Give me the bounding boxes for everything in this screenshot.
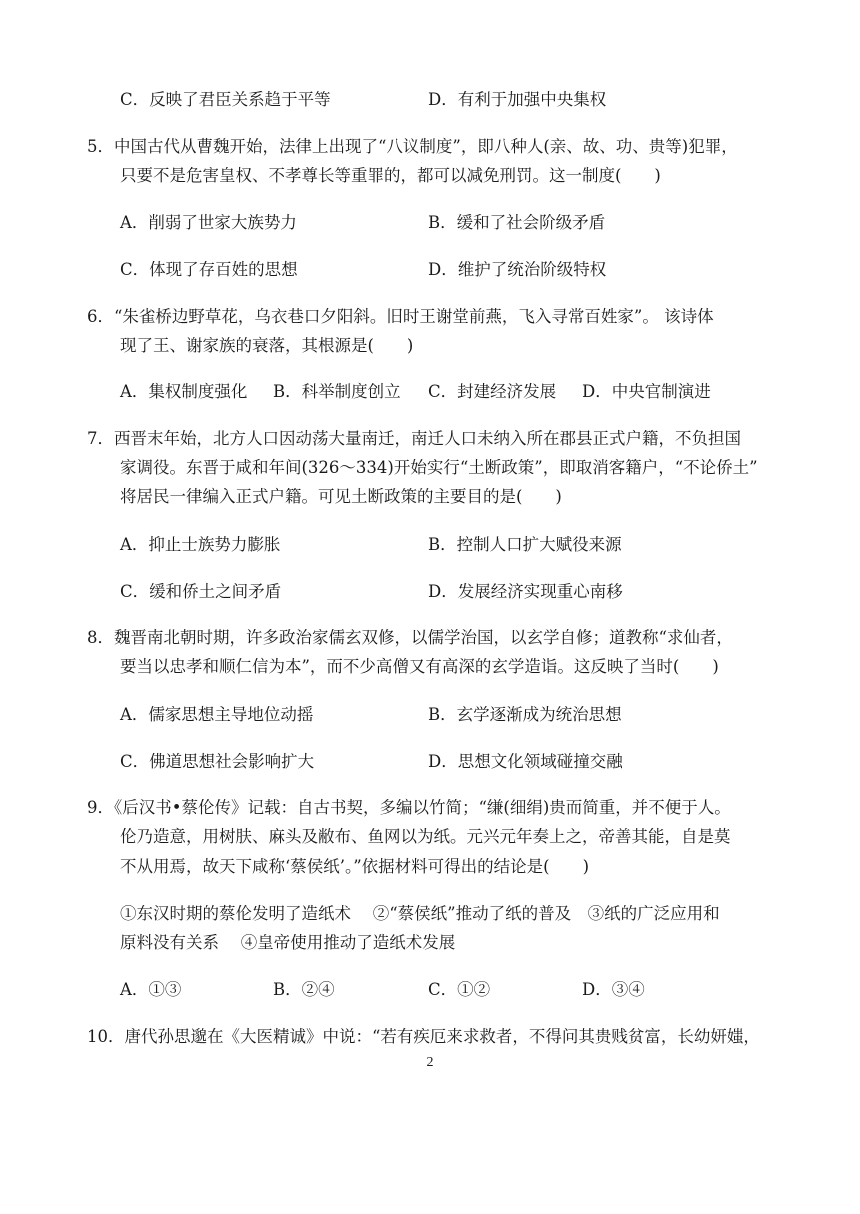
q9-statements-line2: 原料没有关系 ④皇帝使用推动了造纸术发展 bbox=[120, 933, 456, 952]
q10-stem-line1: 10．唐代孙思邈在《大医精诚》中说：“若有疾厄来求救者，不得问其贵贱贫富，长幼妍媸， bbox=[87, 1027, 760, 1046]
q6-option-b: B．科举制度创立 bbox=[273, 382, 401, 401]
q9-option-b: B．②④ bbox=[273, 980, 335, 999]
q7-stem-line2: 家调役。东晋于咸和年间(326～334)开始实行“土断政策”，即取消客籍户，“不论侨土” bbox=[120, 458, 758, 477]
q5-option-d: D．维护了统治阶级特权 bbox=[428, 260, 607, 279]
q9-option-d: D．③④ bbox=[582, 980, 645, 999]
q8-option-d: D．思想文化领域碰撞交融 bbox=[428, 752, 623, 771]
q5-option-a: A．削弱了世家大族势力 bbox=[120, 213, 297, 232]
q9-option-c: C．①② bbox=[428, 980, 491, 999]
q8-option-a: A．儒家思想主导地位动摇 bbox=[120, 705, 314, 724]
q6-option-d: D．中央官制演进 bbox=[582, 382, 711, 401]
q5-stem-line2: 只要不是危害皇权、不孝尊长等重罪的，都可以减免刑罚。这一制度( ) bbox=[120, 166, 661, 185]
q9-stem-line1: 9．《后汉书•蔡伦传》记载：自古书契，多编以竹简；“缣(细绢)贵而简重，并不便于人。 bbox=[87, 798, 731, 817]
q9-stem-line2: 伦乃造意，用树肤、麻头及敝布、鱼网以为纸。元兴元年奏上之，帝善其能，自是莫 bbox=[120, 827, 731, 846]
q7-option-c: C．缓和侨土之间矛盾 bbox=[120, 582, 282, 601]
q5-stem-line1: 5．中国古代从曹魏开始，法律上出现了“八议制度”，即八种人(亲、故、功、贵等)犯罪， bbox=[87, 137, 738, 156]
q7-option-a: A．抑止士族势力膨胀 bbox=[120, 535, 281, 554]
q9-stem-line3: 不从用焉，故天下咸称‘蔡侯纸’。”依据材料可得出的结论是( ) bbox=[120, 857, 590, 876]
q9-statements-line1: ①东汉时期的蔡伦发明了造纸术 ②“蔡侯纸”推动了纸的普及 ③纸的广泛应用和 bbox=[120, 904, 720, 923]
q5-option-c: C．体现了存百姓的思想 bbox=[120, 260, 298, 279]
q7-option-b: B．控制人口扩大赋役来源 bbox=[428, 535, 622, 554]
q7-stem-line1: 7．西晋末年始，北方人口因动荡大量南迁，南迁人口未纳入所在郡县正式户籍，不负担国 bbox=[87, 429, 741, 448]
q8-option-c: C．佛道思想社会影响扩大 bbox=[120, 752, 315, 771]
q7-option-d: D．发展经济实现重心南移 bbox=[428, 582, 623, 601]
q8-option-b: B．玄学逐渐成为统治思想 bbox=[428, 705, 622, 724]
q5-option-b: B．缓和了社会阶级矛盾 bbox=[428, 213, 606, 232]
q6-option-c: C．封建经济发展 bbox=[428, 382, 557, 401]
q6-option-a: A．集权制度强化 bbox=[120, 382, 248, 401]
q6-stem-line2: 现了王、谢家族的衰落，其根源是( ) bbox=[120, 336, 414, 355]
q7-stem-line3: 将居民一律编入正式户籍。可见土断政策的主要目的是( ) bbox=[120, 487, 562, 506]
q8-stem-line2: 要当以忠孝和顺仁信为本”，而不少高僧又有高深的玄学造诣。这反映了当时( ) bbox=[120, 657, 719, 676]
q8-stem-line1: 8．魏晋南北朝时期，许多政治家儒玄双修，以儒学治国，以玄学自修；道教称“求仙者， bbox=[87, 628, 733, 647]
q4-option-c: C．反映了君臣关系趋于平等 bbox=[120, 90, 331, 109]
q6-stem-line1: 6．“朱雀桥边野草花，乌衣巷口夕阳斜。旧时王谢堂前燕，飞入寻常百姓家”。 该诗体 bbox=[87, 307, 714, 326]
q4-option-d: D．有利于加强中央集权 bbox=[428, 90, 607, 109]
page-number: 2 bbox=[426, 1055, 434, 1070]
q9-option-a: A．①③ bbox=[120, 980, 182, 999]
